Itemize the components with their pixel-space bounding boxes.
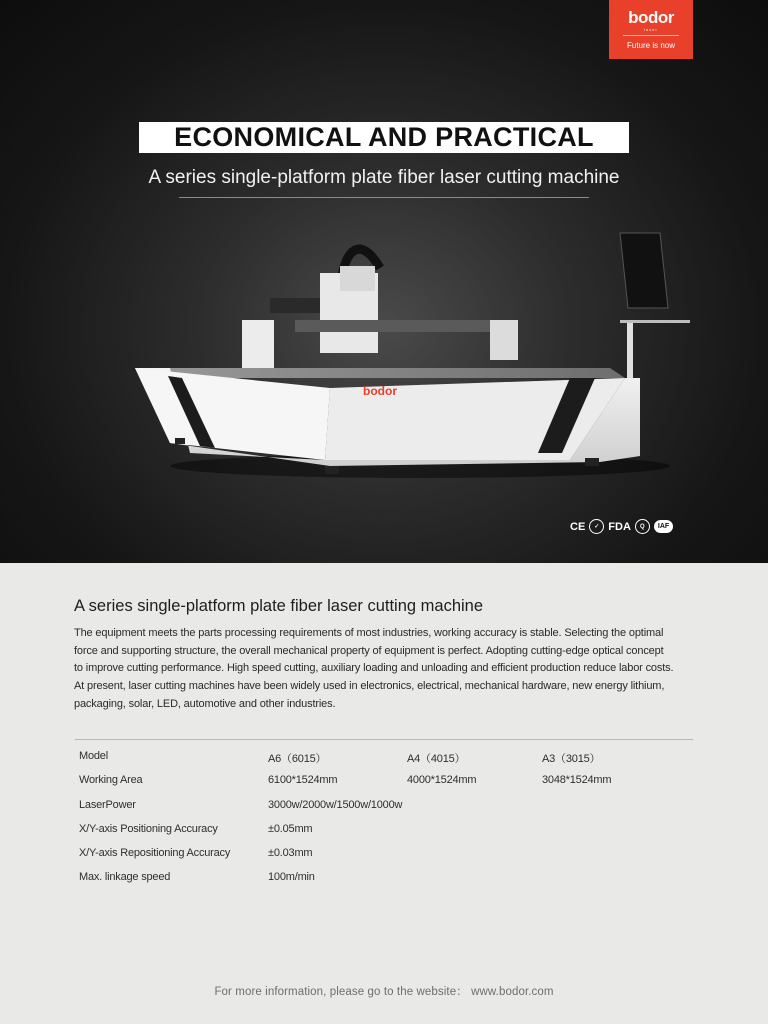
spec-label: LaserPower bbox=[79, 798, 136, 811]
logo-wordmark: bodor bbox=[628, 8, 674, 27]
spec-label: X/Y-axis Repositioning Accuracy bbox=[79, 847, 231, 860]
certification-marks bbox=[570, 519, 673, 534]
description-body: The equipment meets the parts processing requirements of most industries, working accuracy is stable. Selecting the optimal force and supporting structure, the overall mechanical property of equipment is perfect. Adopting cutting-edge optical concept to improve cutting performance. High speed cutting, auxiliary loading and unloading and efficient production reduce labor costs. At present, laser cutting machines have been widely used in electronics, electrical, mechanical hardware, new energy lithium, packaging, solar, LED, automotive and other industries. bbox=[74, 627, 674, 710]
spec-row-positioning-accuracy bbox=[79, 820, 693, 844]
brand-logo[interactable] bbox=[609, 0, 693, 59]
spec-value: A6（6015） bbox=[268, 753, 327, 765]
subheadline-divider bbox=[179, 197, 589, 198]
machine-brand-label: bodor bbox=[363, 384, 397, 398]
spec-row-model bbox=[79, 747, 693, 771]
spec-label: Working Area bbox=[79, 774, 143, 787]
spec-value: 3000w/2000w/1500w/1000w bbox=[268, 798, 403, 811]
spec-value: ±0.03mm bbox=[268, 847, 313, 860]
brand-tagline: Future is now bbox=[626, 41, 676, 50]
spec-value: 3048*1524mm bbox=[542, 774, 612, 787]
description-title: A series single-platform plate fiber laser cutting machine bbox=[74, 597, 484, 615]
spec-row-laser-power bbox=[79, 796, 693, 820]
ce-mark-icon: CE bbox=[570, 520, 586, 533]
spec-value: 100m/min bbox=[268, 871, 315, 884]
spec-row-repositioning-accuracy bbox=[79, 844, 693, 868]
hero-subheadline: A series single-platform plate fiber laser cutting machine bbox=[148, 167, 620, 188]
spec-table-divider bbox=[75, 739, 693, 740]
spec-row-working-area bbox=[79, 771, 693, 795]
laser-cutting-machine-image bbox=[130, 228, 700, 488]
spec-value: A3（3015） bbox=[542, 753, 601, 765]
spec-value: ±0.05mm bbox=[268, 822, 313, 835]
footer-website-note[interactable]: For more information, please go to the website： www.bodor.com bbox=[214, 986, 554, 998]
quality-mark-icon: Q bbox=[635, 519, 650, 534]
iaf-mark-icon: IAF bbox=[654, 520, 673, 533]
logo-divider bbox=[623, 35, 679, 36]
seal-icon: ✓ bbox=[589, 519, 604, 534]
logo-subtext: laser bbox=[644, 27, 658, 32]
spec-table bbox=[79, 747, 693, 893]
hero-headline: ECONOMICAL AND PRACTICAL bbox=[139, 122, 629, 153]
fda-mark-icon: FDA bbox=[608, 520, 631, 533]
spec-label: Model bbox=[79, 750, 108, 762]
spec-label: X/Y-axis Positioning Accuracy bbox=[79, 822, 218, 835]
spec-value: 6100*1524mm bbox=[268, 774, 338, 787]
spec-row-linkage-speed bbox=[79, 868, 693, 892]
spec-value: 4000*1524mm bbox=[407, 774, 477, 787]
spec-value: A4（4015） bbox=[407, 753, 466, 765]
spec-label: Max. linkage speed bbox=[79, 871, 171, 884]
